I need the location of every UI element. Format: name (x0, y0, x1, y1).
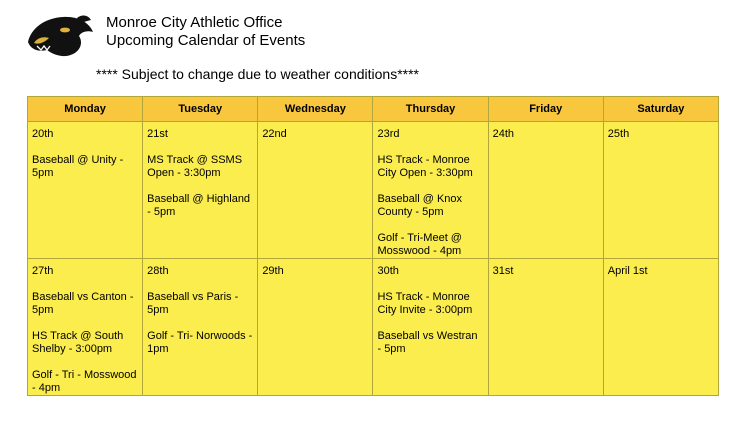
event-item: MS Track @ SSMS Open - 3:30pm (147, 154, 243, 179)
date-label: April 1st (607, 265, 648, 277)
day-header-wednesday: Wednesday (258, 97, 373, 122)
day-cell (373, 122, 488, 259)
day-cell (143, 259, 258, 396)
event-item: Baseball @ Knox County - 5pm (377, 193, 463, 218)
day-header-tuesday: Tuesday (143, 97, 258, 122)
event-item: Baseball @ Unity - 5pm (32, 154, 124, 179)
day-cell (373, 259, 488, 396)
date-label: 21st (147, 128, 168, 140)
event-item: HS Track - Monroe City Open - 3:30pm (377, 154, 473, 179)
date-label: 20th (32, 128, 54, 140)
day-cell (488, 259, 603, 396)
weather-disclaimer: **** Subject to change due to weather conditions**** (96, 66, 419, 82)
day-header-thursday: Thursday (373, 97, 488, 122)
organization-name: Monroe City Athletic Office (106, 14, 283, 31)
date-label: 27th (32, 265, 54, 277)
day-cell (603, 259, 718, 396)
weekday-header-row (28, 97, 719, 122)
event-item: Baseball vs Paris - 5pm (147, 291, 239, 316)
day-header-monday: Monday (28, 97, 143, 122)
day-cell (488, 122, 603, 259)
event-item: Baseball @ Highland - 5pm (147, 193, 251, 218)
day-header-friday: Friday (488, 97, 603, 122)
day-cell (143, 122, 258, 259)
calendar-subtitle: Upcoming Calendar of Events (106, 32, 306, 49)
day-cell (603, 122, 718, 259)
date-label: 23rd (377, 128, 400, 140)
week-row (28, 259, 719, 396)
event-item: Baseball vs Westran - 5pm (377, 330, 478, 355)
date-label: 24th (492, 128, 515, 140)
date-label: 29th (262, 265, 284, 277)
event-item: Golf - Tri- Norwoods - 1pm (147, 330, 253, 355)
event-item: HS Track - Monroe City Invite - 3:00pm (377, 291, 473, 316)
date-label: 25th (607, 128, 630, 140)
date-label: 31st (492, 265, 514, 277)
event-item: Baseball vs Canton - 5pm (32, 291, 134, 316)
date-label: 28th (147, 265, 169, 277)
week-row (28, 122, 719, 259)
date-label: 22nd (262, 128, 287, 140)
event-item: Golf - Tri - Mosswood - 4pm (32, 369, 137, 394)
day-cell (28, 122, 143, 259)
event-item: HS Track @ South Shelby - 3:00pm (32, 330, 124, 355)
day-cell (28, 259, 143, 396)
panther-logo (25, 12, 95, 60)
day-header-saturday: Saturday (603, 97, 718, 122)
day-cell (258, 122, 373, 259)
event-item: Golf - Tri-Meet @ Mosswood - 4pm (377, 232, 462, 257)
date-label: 30th (377, 265, 399, 277)
events-calendar (27, 96, 719, 396)
day-cell (258, 259, 373, 396)
